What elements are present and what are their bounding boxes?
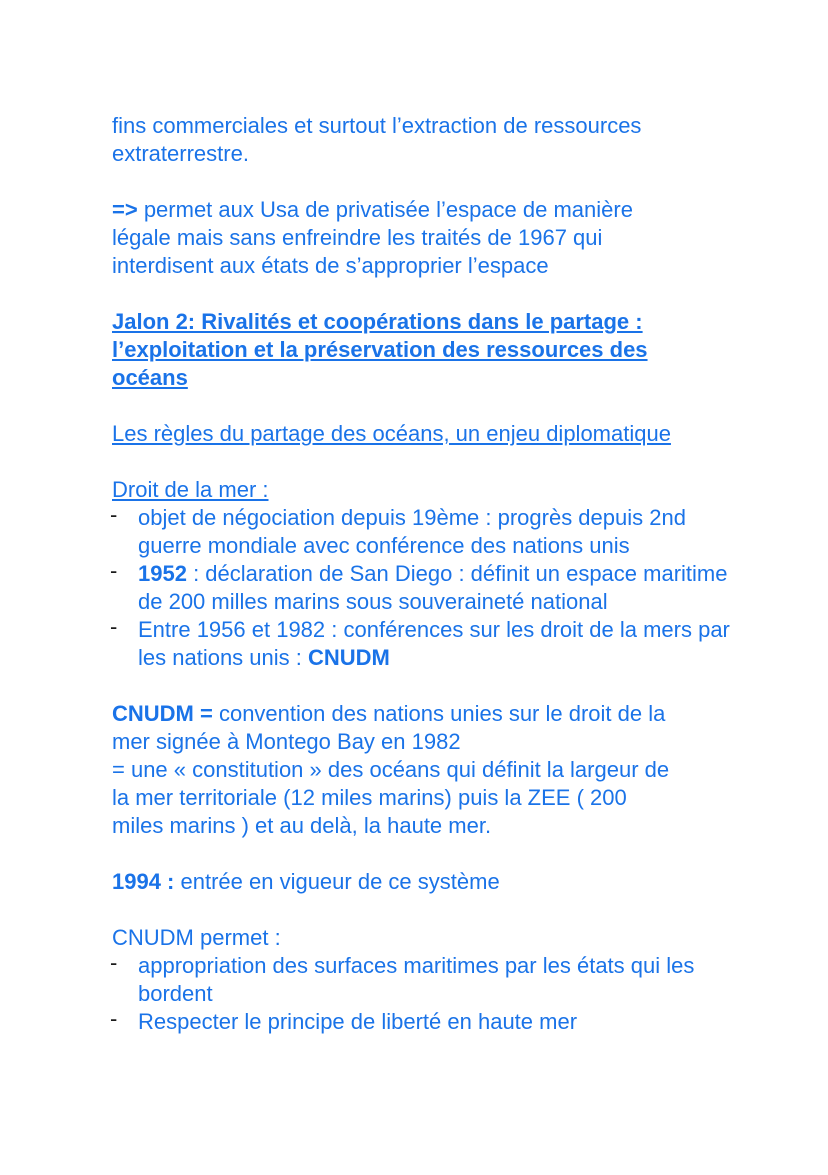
year-1952: 1952: [138, 561, 187, 586]
cnudm-term: CNUDM =: [112, 701, 213, 726]
intro-line-2: extraterrestre.: [112, 141, 249, 166]
jalon-line-3: océans: [112, 365, 188, 390]
year-1994: 1994 :: [112, 869, 175, 894]
consequence-line-2: légale mais sans enfreindre les traités de 1967 qui: [112, 225, 603, 250]
jalon-heading: [112, 308, 732, 392]
cnudm-definition: CNUDM = convention des nations unies sur le droit de la mer signée à Montego Bay en 1982 = une « constitution » des océans qui définit la largeur de la mer territoriale (12 miles marins) puis la ZEE ( 200 miles marins ) et au delà, la haute mer.: [112, 701, 670, 838]
date-1994-paragraph: 1994 : entrée en vigueur de ce système: [112, 869, 500, 894]
jalon-line-1: Jalon 2: Rivalités et coopérations dans le partage :: [112, 309, 643, 334]
consequence-line-3: interdisent aux états de s’approprier l’espace: [112, 253, 549, 278]
permet-label: CNUDM permet :: [112, 925, 281, 950]
list-item: - Entre 1956 et 1982 : conférences sur les droit de la mers par les nations unis : CNUDM: [112, 616, 732, 672]
droit-list: [112, 504, 732, 672]
consequence-line-1: permet aux Usa de privatisée l’espace de manière: [137, 197, 633, 222]
jalon-line-2: l’exploitation et la préservation des ressources des: [112, 337, 648, 362]
intro-line-1: fins commerciales et surtout l’extraction de ressources: [112, 113, 642, 138]
arrow-marker: =>: [112, 197, 138, 222]
section-subheading: Les règles du partage des océans, un enjeu diplomatique: [112, 421, 671, 446]
list-item: - 1952 : déclaration de San Diego : définit un espace maritime de 200 milles marins sous souveraineté national: [112, 560, 732, 616]
document-page: [112, 112, 732, 1036]
list-item: - Respecter le principe de liberté en haute mer: [112, 1008, 732, 1036]
permet-list: [112, 952, 732, 1036]
consequence-paragraph: [112, 196, 732, 280]
intro-paragraph: [112, 112, 732, 168]
list-item: - appropriation des surfaces maritimes par les états qui les bordent: [112, 952, 732, 1008]
list-item: - objet de négociation depuis 19ème : progrès depuis 2nd guerre mondiale avec conférence des nations unis: [112, 504, 732, 560]
cnudm-acronym: CNUDM: [307, 645, 390, 670]
droit-label: Droit de la mer :: [112, 477, 269, 502]
